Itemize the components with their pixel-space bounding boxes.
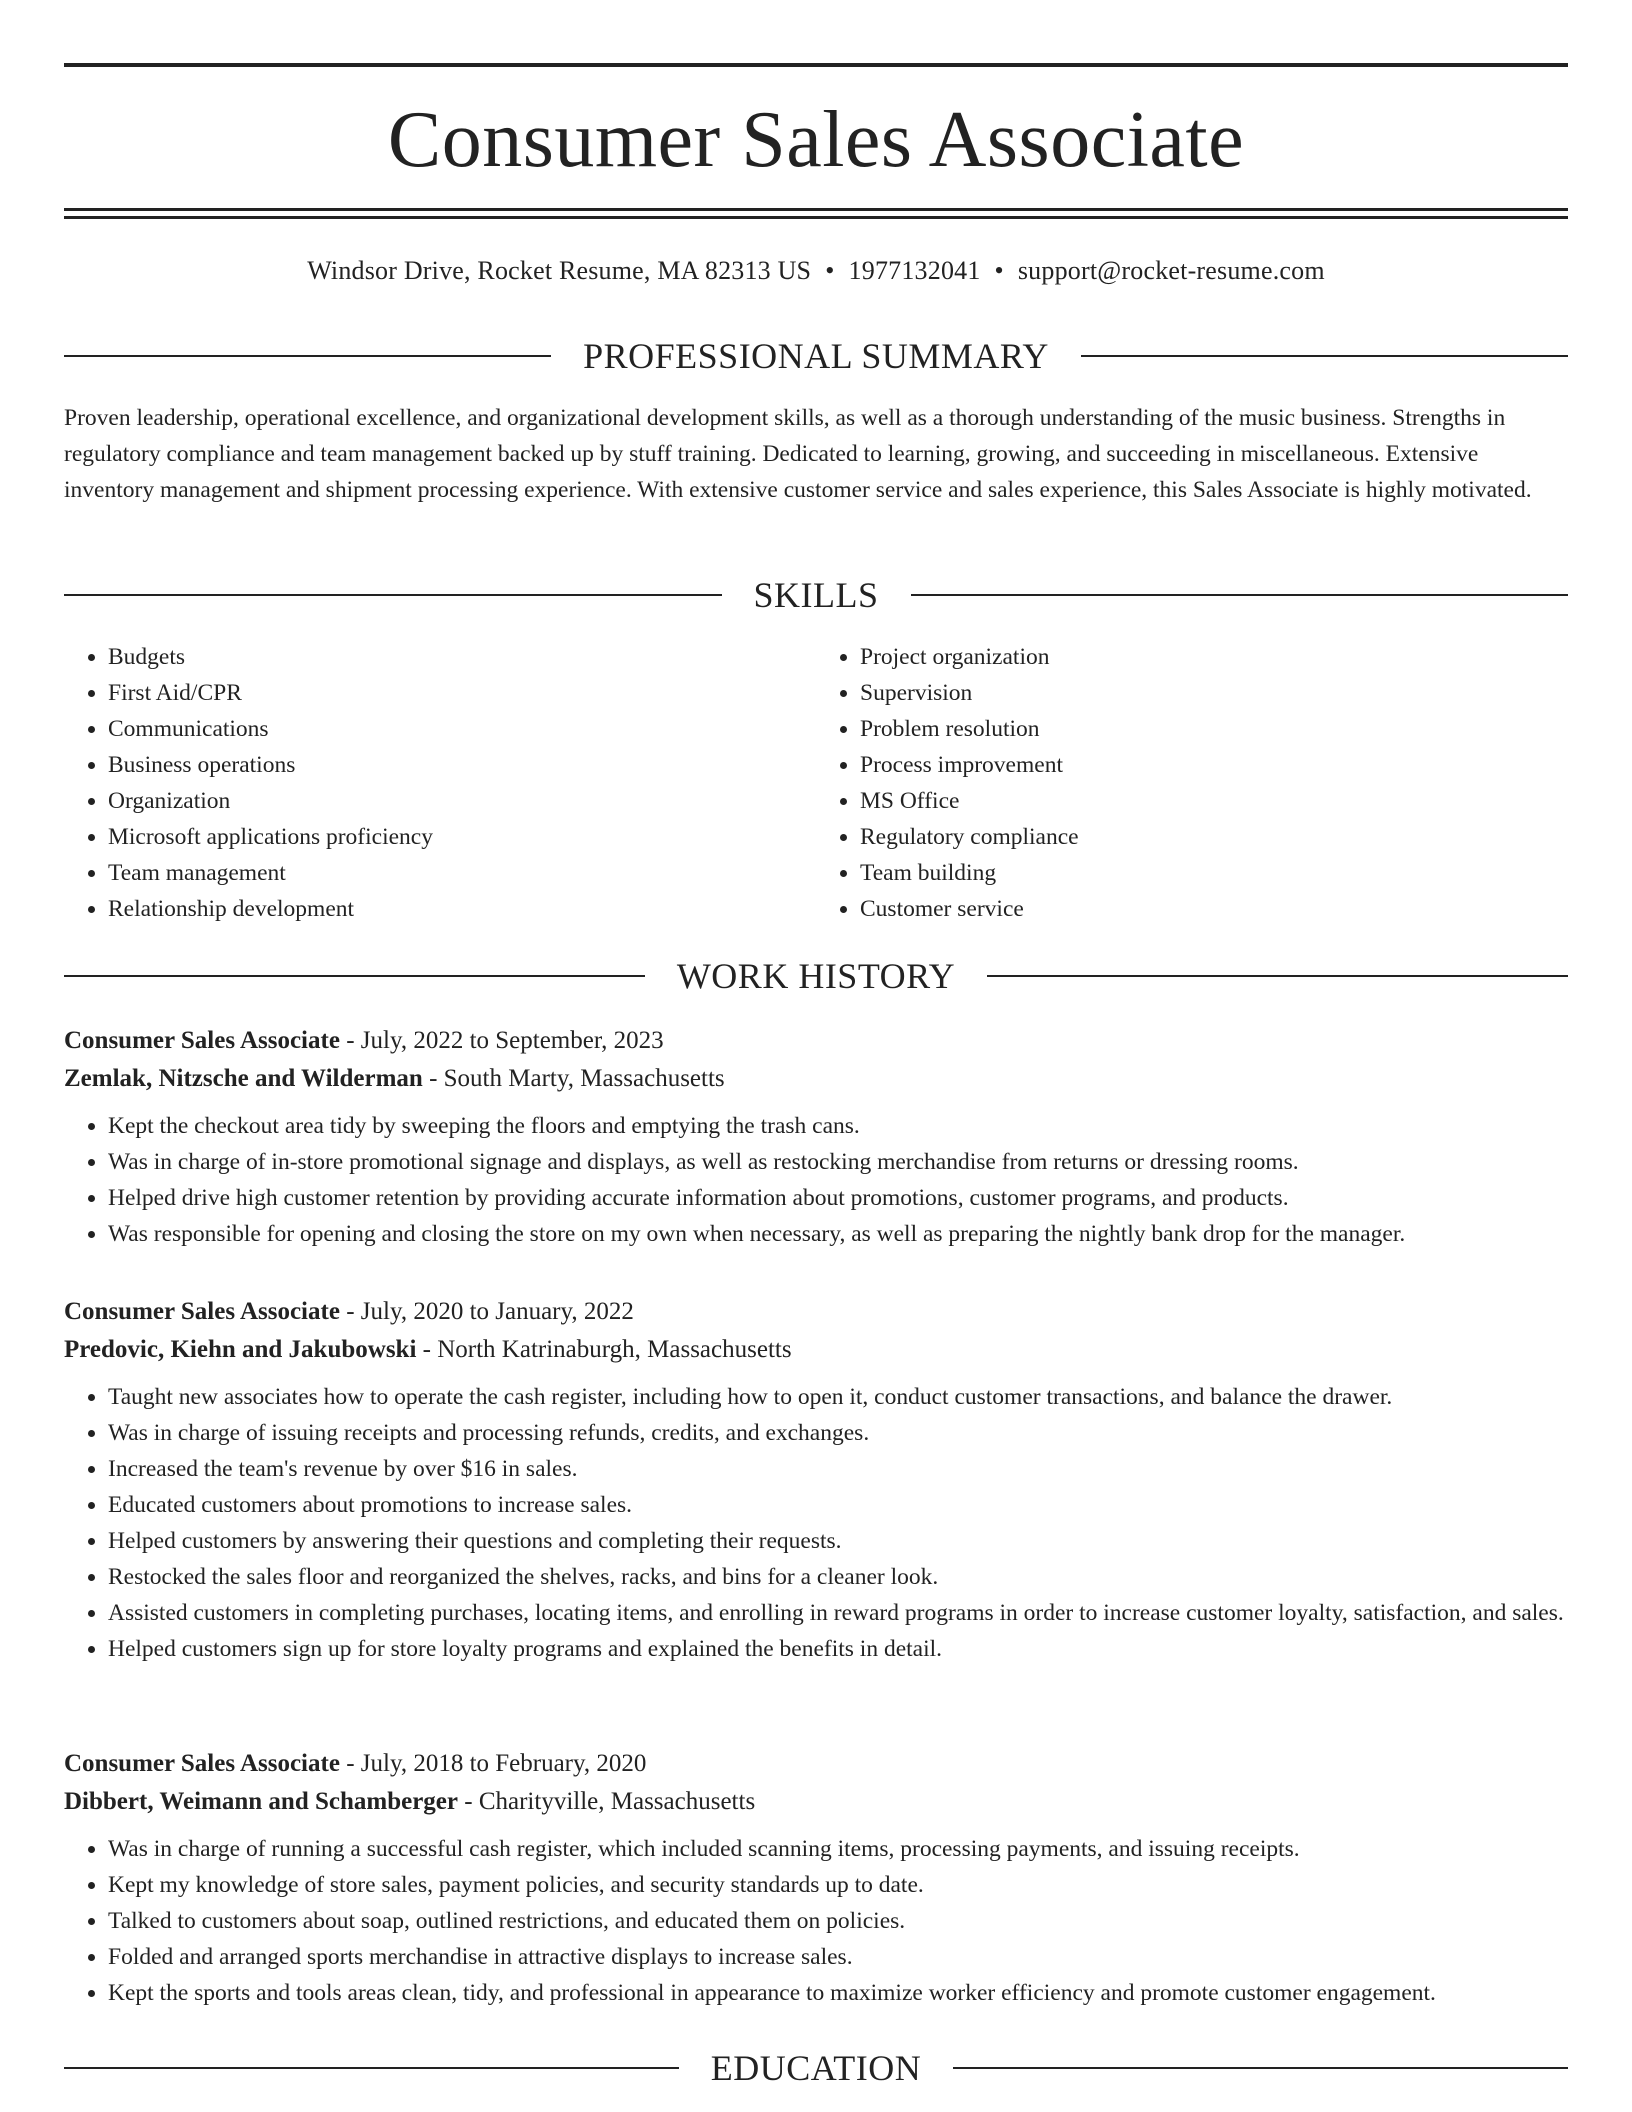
job-title: Consumer Sales Associate [64,1027,340,1054]
skill-item: • Microsoft applications proficiency [108,819,816,855]
section-title: WORK HISTORY [676,956,956,996]
skill-item: • Customer service [860,891,1568,927]
job-entry [64,1022,1568,1252]
heading-rule-left [64,975,645,977]
heading-rule-right [953,2067,1568,2069]
job-bullet: • Talked to customers about soap, outlined restrictions, and educated them on policies. [108,1903,1568,1939]
skill-item: • Process improvement [860,747,1568,783]
job-bullet: • Helped customers sign up for store loyalty programs and explained the benefits in detail. [108,1631,1568,1667]
job-title-line [64,1022,1568,1060]
section-title: SKILLS [753,575,879,615]
contact-line [64,254,1568,288]
job-bullet: • Increased the team's revenue by over $16 in sales. [108,1451,1568,1487]
skill-item: • Budgets [108,639,816,675]
section-title: EDUCATION [710,2048,922,2088]
job-bullets [64,1831,1568,2011]
job-title: Consumer Sales Associate [64,1298,340,1325]
skills-column-right [816,639,1568,927]
job-entry [64,1745,1568,2011]
job-bullet: • Taught new associates how to operate the cash register, including how to open it, conduct customer transactions, and balance the drawer. [108,1379,1568,1415]
heading-rule-left [64,2067,679,2069]
job-location: - North Katrinaburgh, Massachusetts [416,1336,792,1363]
job-bullet: • Was in charge of running a successful cash register, which included scanning items, processing payments, and issuing receipts. [108,1831,1568,1867]
job-company: Dibbert, Weimann and Schamberger [64,1788,458,1815]
skills-list [64,639,1568,927]
job-company: Zemlak, Nitzsche and Wilderman [64,1065,423,1092]
email: support@rocket-resume.com [1017,256,1325,285]
job-location: - South Marty, Massachusetts [422,1065,725,1092]
skill-item: • Team building [860,855,1568,891]
job-company-line [64,1783,1568,1821]
skill-item: • Relationship development [108,891,816,927]
job-bullet: • Assisted customers in completing purchases, locating items, and enrolling in reward programs in order to increase customer loyalty, satisfaction, and sales. [108,1595,1568,1631]
job-location: - Charityville, Massachusetts [458,1788,756,1815]
skill-item: • Problem resolution [860,711,1568,747]
job-bullet: • Kept the checkout area tidy by sweeping the floors and emptying the trash cans. [108,1108,1568,1144]
job-bullet: • Was responsible for opening and closing the store on my own when necessary, as well as preparing the nightly bank drop for the manager. [108,1216,1568,1252]
phone: 1977132041 [848,256,981,285]
skill-item: • Business operations [108,747,816,783]
work-heading [64,954,1568,998]
skill-item: • First Aid/CPR [108,675,816,711]
address: Windsor Drive, Rocket Resume, MA 82313 US [307,256,812,285]
job-title-line [64,1745,1568,1783]
education-heading [64,2046,1568,2090]
skill-item: • Project organization [860,639,1568,675]
heading-rule-right [987,975,1568,977]
double-rule [64,208,1568,219]
job-bullets [64,1108,1568,1252]
skill-item: • Organization [108,783,816,819]
skill-item: • Supervision [860,675,1568,711]
heading-rule-left [64,355,551,357]
job-bullet: • Helped customers by answering their questions and completing their requests. [108,1523,1568,1559]
job-dates: - July, 2022 to September, 2023 [339,1027,664,1054]
skills-column-left [64,639,816,927]
job-entry [64,1293,1568,1667]
job-title: Consumer Sales Associate [64,1750,340,1777]
heading-rule-left [64,594,722,596]
job-bullet: • Folded and arranged sports merchandise in attractive displays to increase sales. [108,1939,1568,1975]
job-title-line [64,1293,1568,1331]
skills-heading [64,573,1568,617]
skill-item: • Communications [108,711,816,747]
job-bullet: • Kept the sports and tools areas clean, tidy, and professional in appearance to maximize worker efficiency and promote customer engagement. [108,1975,1568,2011]
job-dates: - July, 2018 to February, 2020 [339,1750,647,1777]
section-title: PROFESSIONAL SUMMARY [583,336,1049,376]
heading-rule-right [911,594,1569,596]
skill-item: • Regulatory compliance [860,819,1568,855]
job-bullet: • Educated customers about promotions to increase sales. [108,1487,1568,1523]
summary-text: Proven leadership, operational excellence, and organizational development skills, as well as a thorough understanding of the music business. Strengths in regulatory compliance and team management backed up by stuff training. Dedicated to learning, growing, and succeeding in miscellaneous. Extensive inventory management and shipment processing experience. With extensive customer service and sales experience, this Sales Associate is highly motivated. [64,405,1532,503]
job-bullets [64,1379,1568,1667]
job-dates: - July, 2020 to January, 2022 [339,1298,634,1325]
job-bullet: • Was in charge of issuing receipts and processing refunds, credits, and exchanges. [108,1415,1568,1451]
resume-name: Consumer Sales Associate [387,96,1245,184]
job-bullet: • Helped drive high customer retention by providing accurate information about promotions, customer programs, and products. [108,1180,1568,1216]
job-company: Predovic, Kiehn and Jakubowski [64,1336,417,1363]
skill-item: • Team management [108,855,816,891]
heading-rule-right [1081,355,1568,357]
job-bullet: • Kept my knowledge of store sales, payment policies, and security standards up to date. [108,1867,1568,1903]
separator-1: • [825,256,835,285]
job-bullet: • Restocked the sales floor and reorganized the shelves, racks, and bins for a cleaner look. [108,1559,1568,1595]
top-rule [64,63,1568,67]
skill-item: • MS Office [860,783,1568,819]
job-company-line [64,1331,1568,1369]
job-company-line [64,1060,1568,1098]
separator-2: • [994,256,1004,285]
summary-heading [64,334,1568,378]
job-bullet: • Was in charge of in-store promotional signage and displays, as well as restocking merchandise from returns or dressing rooms. [108,1144,1568,1180]
